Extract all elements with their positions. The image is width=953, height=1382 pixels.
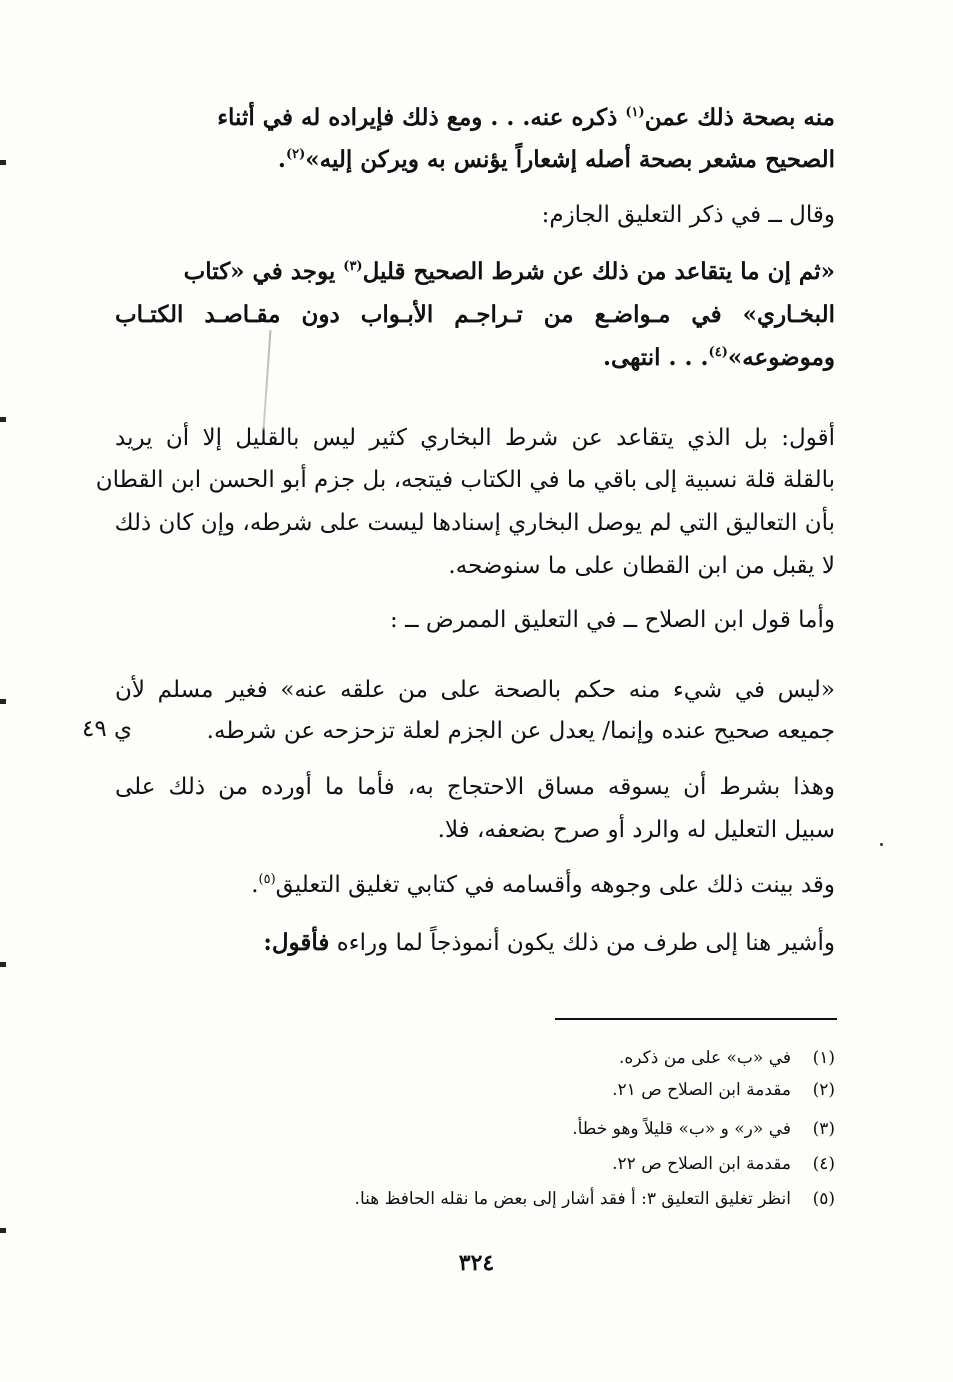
- footnote-4: (٤)مقدمة ابن الصلاح ص ٢٢.: [612, 1154, 835, 1174]
- body-line-4: «ثم إن ما يتقاعد من ذلك عن شرط الصحيح قليل$^{(٣)}$ يوجد في «كتاب: [183, 258, 835, 285]
- marginal-page-note: ي ٤٩: [82, 716, 133, 742]
- body-line-15: سبيل التعليل له والرد أو صرح بضعفه، فلا.: [437, 817, 835, 843]
- body-line-3: وقال ــ في ذكر التعليق الجازم:: [541, 202, 835, 228]
- body-line-12: «ليس في شيء منه حكم بالصحة على من علقه عنه» فغير مسلم لأن: [115, 677, 835, 703]
- body-line-11: وأما قول ابن الصلاح ــ في التعليق الممرض ــ :: [390, 607, 835, 633]
- footnote-separator: [555, 1018, 837, 1020]
- body-line-7: أقول: بل الذي يتقاعد عن شرط البخاري كثير ليس بالقليل إلا أن يريد: [115, 425, 835, 451]
- body-line-14: وهذا بشرط أن يسوقه مساق الاحتجاج به، فأما ما أورده من ذلك على: [115, 774, 835, 800]
- scan-mark: [0, 699, 6, 704]
- body-line-13: جميعه صحيح عنده وإنما/ يعدل عن الجزم لعلة تزحزحه عن شرطه.: [206, 718, 835, 744]
- body-line-9: بأن التعاليق التي لم يوصل البخاري إسنادها ليست على شرطه، وإن كان ذلك: [114, 510, 835, 536]
- footnote-3: (٣)في «ر» و «ب» قليلاً وهو خطأ.: [572, 1119, 835, 1139]
- footnote-ref-4[interactable]: (٤): [708, 345, 728, 360]
- body-line-8: بالقلة قلة نسبية إلى باقي ما في الكتاب فيتجه، بل جزم أبو الحسن ابن القطان: [95, 467, 835, 493]
- scan-mark: [0, 1228, 6, 1233]
- footnote-ref-3[interactable]: (٣): [343, 259, 363, 274]
- body-line-1: منه بصحة ذلك عمن$^{(١)}$ ذكره عنه. . . ومع ذلك فإيراده له في أثناء: [217, 104, 835, 131]
- footnote-1: (١)في «ب» على من ذكره.: [618, 1048, 835, 1068]
- body-line-2: الصحيح مشعر بصحة أصله إشعاراً يؤنس به ويركن إليه»$^{(٢)}$.: [277, 146, 835, 173]
- scan-mark: [0, 160, 6, 165]
- footnote-ref-5[interactable]: (٥): [258, 872, 276, 887]
- footnote-ref-2[interactable]: (٢): [285, 147, 306, 162]
- footnote-5: (٥)انظر تغليق التعليق ٣: أ فقد أشار إلى بعض ما نقله الحافظ هنا.: [354, 1189, 835, 1209]
- body-line-17: وأشير هنا إلى طرف من ذلك يكون أنموذجاً لما وراءه فأقول:: [263, 929, 835, 956]
- body-line-6: وموضوعه»$^{(٤)}$. . . انتهى.: [602, 344, 835, 371]
- body-line-16: وقد بينت ذلك على وجوهه وأقسامه في كتابي تغليق التعليق$^{(٥)}$.: [251, 872, 835, 898]
- page-number: ٣٢٤: [458, 1250, 495, 1276]
- body-line-10: لا يقبل من ابن القطان على ما سنوضحه.: [448, 553, 835, 579]
- scan-mark: [0, 962, 6, 967]
- footnote-ref-1[interactable]: (١): [625, 105, 645, 120]
- footnote-2: (٢)مقدمة ابن الصلاح ص ٢١.: [612, 1080, 835, 1100]
- scan-mark: [0, 417, 6, 422]
- scan-speck: [880, 843, 883, 846]
- body-line-5: البخـاري» في مـواضـع من تـراجـم الأبـواب دون مقـاصـد الكتـاب: [115, 301, 835, 328]
